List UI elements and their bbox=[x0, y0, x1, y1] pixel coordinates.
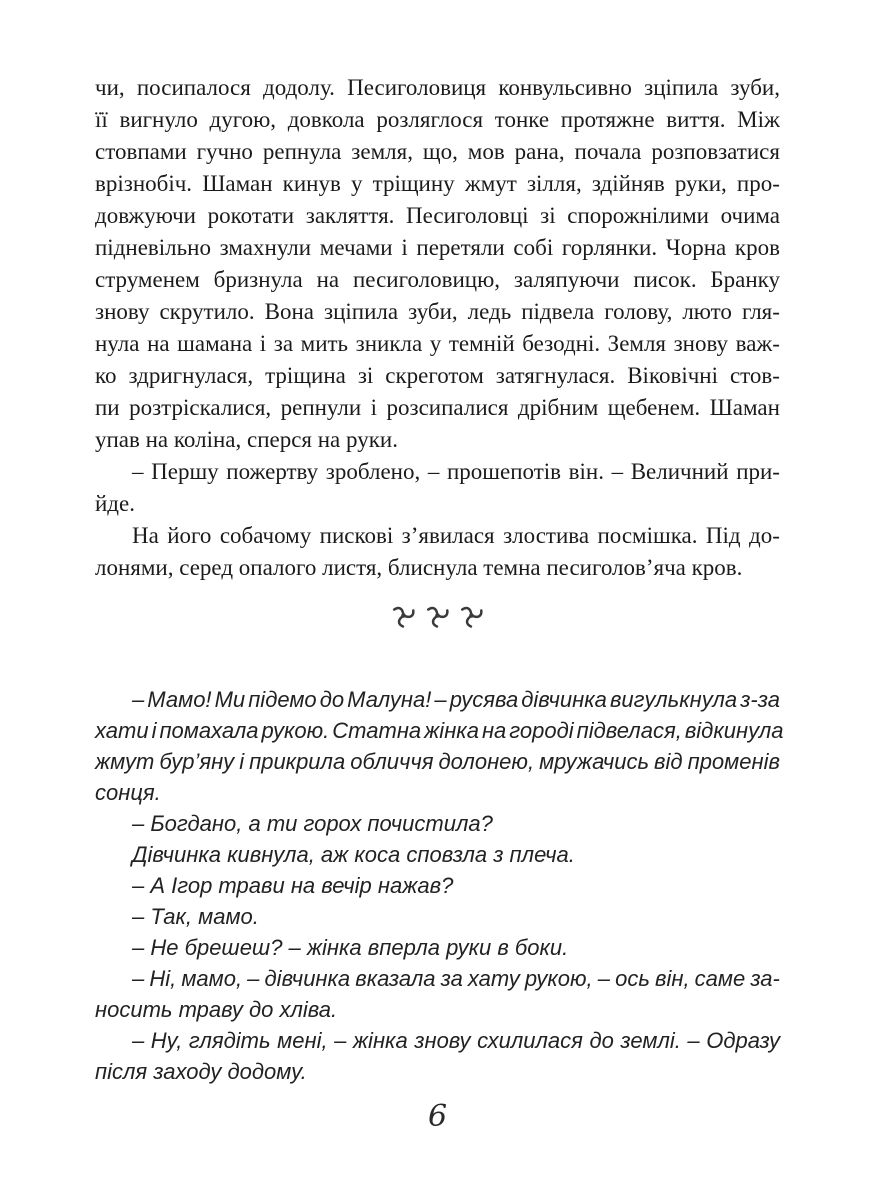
text-line: – Мамо! Ми підемо до Малуна! – русява дівчинка вигулькнула з-за bbox=[132, 687, 780, 712]
text-line: ко здригнулася, тріщина зі скреготом затягнулася. Віковічні стов- bbox=[95, 363, 780, 388]
dialogue-section bbox=[95, 684, 784, 1087]
text-line: струменем бризнула на песиголовицю, заляпуючи писок. Бранку bbox=[95, 267, 780, 292]
text-line: – А Ігор трави на вечір нажав? bbox=[132, 873, 454, 898]
spiral-ornament-icon bbox=[391, 603, 416, 628]
text-line: – Першу пожертву зроблено, – прошепотів він. – Величний при- bbox=[132, 459, 780, 484]
text-line: – Ні, мамо, – дівчинка вказала за хату рукою, – ось він, саме за- bbox=[132, 966, 780, 991]
text-line: Дівчинка кивнула, аж коса сповзла з плеча. bbox=[132, 842, 575, 867]
text-line: йде. bbox=[95, 491, 135, 516]
text-line: довжуючи рокотати закляття. Песиголовці зі спорожнілими очима bbox=[95, 203, 780, 228]
text-line: сонця. bbox=[95, 780, 161, 805]
text-line: хати і помахала рукою. Статна жінка на городі підвелася, відкинула bbox=[95, 718, 784, 743]
text-line: знову скрутило. Вона зціпила зуби, ледь підвела голову, люто гля- bbox=[95, 299, 780, 324]
text-line: лонями, серед опалого листя, блиснула темна песиголов’яча кров. bbox=[95, 555, 743, 580]
text-line: На його собачому пискові з’явилася злостива посмішка. Під до- bbox=[132, 523, 780, 548]
spiral-ornament-icon bbox=[425, 603, 450, 628]
text-line: жмут бур’яну і прикрила обличчя долонею, мружачись від променів bbox=[95, 749, 780, 774]
text-line: чи, посипалося додолу. Песиголовиця конвульсивно зціпила зуби, bbox=[95, 75, 780, 100]
section-divider bbox=[95, 602, 780, 628]
text-line: – Так, мамо. bbox=[132, 904, 259, 929]
spiral-ornament-icon bbox=[459, 603, 484, 628]
text-line: упав на коліна, сперся на руки. bbox=[95, 427, 398, 452]
text-line: врізнобіч. Шаман кинув у тріщину жмут зілля, здійняв руки, про- bbox=[95, 171, 780, 196]
prose-section bbox=[95, 72, 780, 584]
text-line: пи розтріскалися, репнули і розсипалися дрібним щебенем. Шаман bbox=[95, 395, 780, 420]
text-line: нула на шамана і за мить зникла у темній безодні. Земля знову важ- bbox=[95, 331, 780, 356]
text-line: після заходу додому. bbox=[95, 1059, 307, 1084]
text-line: – Не брешеш? – жінка вперла руки в боки. bbox=[132, 935, 569, 960]
text-line: підневільно змахнули мечами і перетяли собі горлянки. Чорна кров bbox=[95, 235, 780, 260]
page-number: 6 bbox=[427, 1099, 448, 1134]
text-line: її вигнуло дугою, довкола розляглося тонке протяжне виття. Між bbox=[95, 107, 780, 132]
text-line: носить траву до хліва. bbox=[95, 997, 338, 1022]
text-line: – Ну, глядіть мені, – жінка знову схилилася до землі. – Одразу bbox=[132, 1028, 780, 1053]
text-line: – Богдано, а ти горох почистила? bbox=[132, 811, 493, 836]
text-line: стовпами гучно репнула земля, що, мов рана, почала розповзатися bbox=[95, 139, 780, 164]
